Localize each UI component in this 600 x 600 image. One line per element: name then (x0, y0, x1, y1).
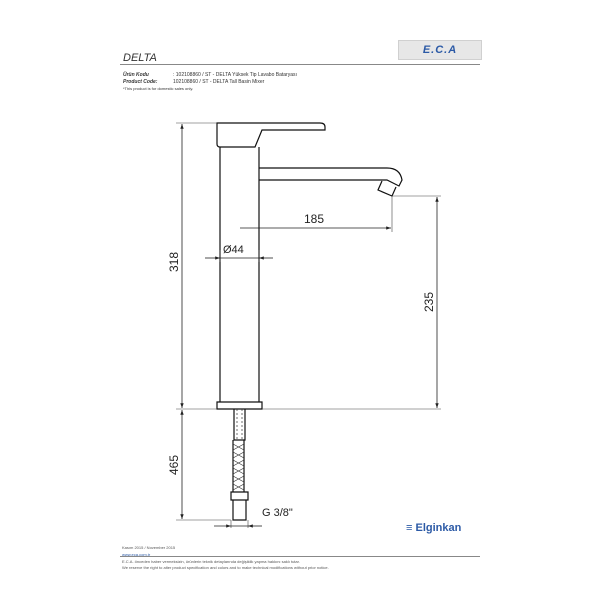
footer-notice-en: We reserve the right to alter product specification and colors and to make technical modifications without prior notice. (122, 565, 329, 570)
connector-nut (231, 492, 248, 520)
faucet-base (217, 402, 262, 409)
dim-465-label: 465 (167, 454, 181, 476)
footer-website[interactable]: www.eca.com.tr (122, 552, 151, 557)
footer-notice-tr: E.C.A. önceden haber vermeksizin, ürünlerin teknik detaylarında değişiklik yapma hakkını saklı tutar. (122, 559, 300, 564)
product-code-tr-label: Ürün Kodu (123, 72, 149, 78)
hose-braid (233, 409, 244, 490)
footer-rule (120, 556, 480, 557)
dim-d44-label: Ø44 (223, 244, 244, 256)
product-code-en-label: Product Code: (123, 79, 158, 85)
dim-318-label: 318 (167, 251, 181, 273)
elginkan-logo (406, 522, 461, 534)
flexible-hose (233, 440, 244, 492)
mounting-stud (234, 409, 245, 440)
faucet-outline (217, 123, 402, 520)
extension-lines (176, 123, 441, 528)
product-code-en-value: 102108860 / ST - DELTA Tall Basin Mixer (173, 79, 265, 85)
elginkan-mark-icon: ≡ (406, 522, 413, 534)
dim-g38-label: G 3/8" (262, 507, 293, 519)
elginkan-brand-text: Elginkan (415, 522, 462, 534)
dim-185-label: 185 (303, 212, 325, 226)
eca-logo: E.C.A (422, 44, 458, 56)
footer-date: Kasım 2015 / November 2015 (122, 545, 176, 550)
faucet-lever (217, 123, 325, 147)
domestic-note: *This product is for domestic sales only. (123, 86, 194, 91)
product-code-tr-value: : 102108860 / ST - DELTA Yüksek Tip Lavabo Bataryası (173, 72, 297, 78)
dim-235-label: 235 (422, 291, 436, 313)
faucet-body (220, 147, 259, 402)
product-title: DELTA (123, 52, 157, 64)
